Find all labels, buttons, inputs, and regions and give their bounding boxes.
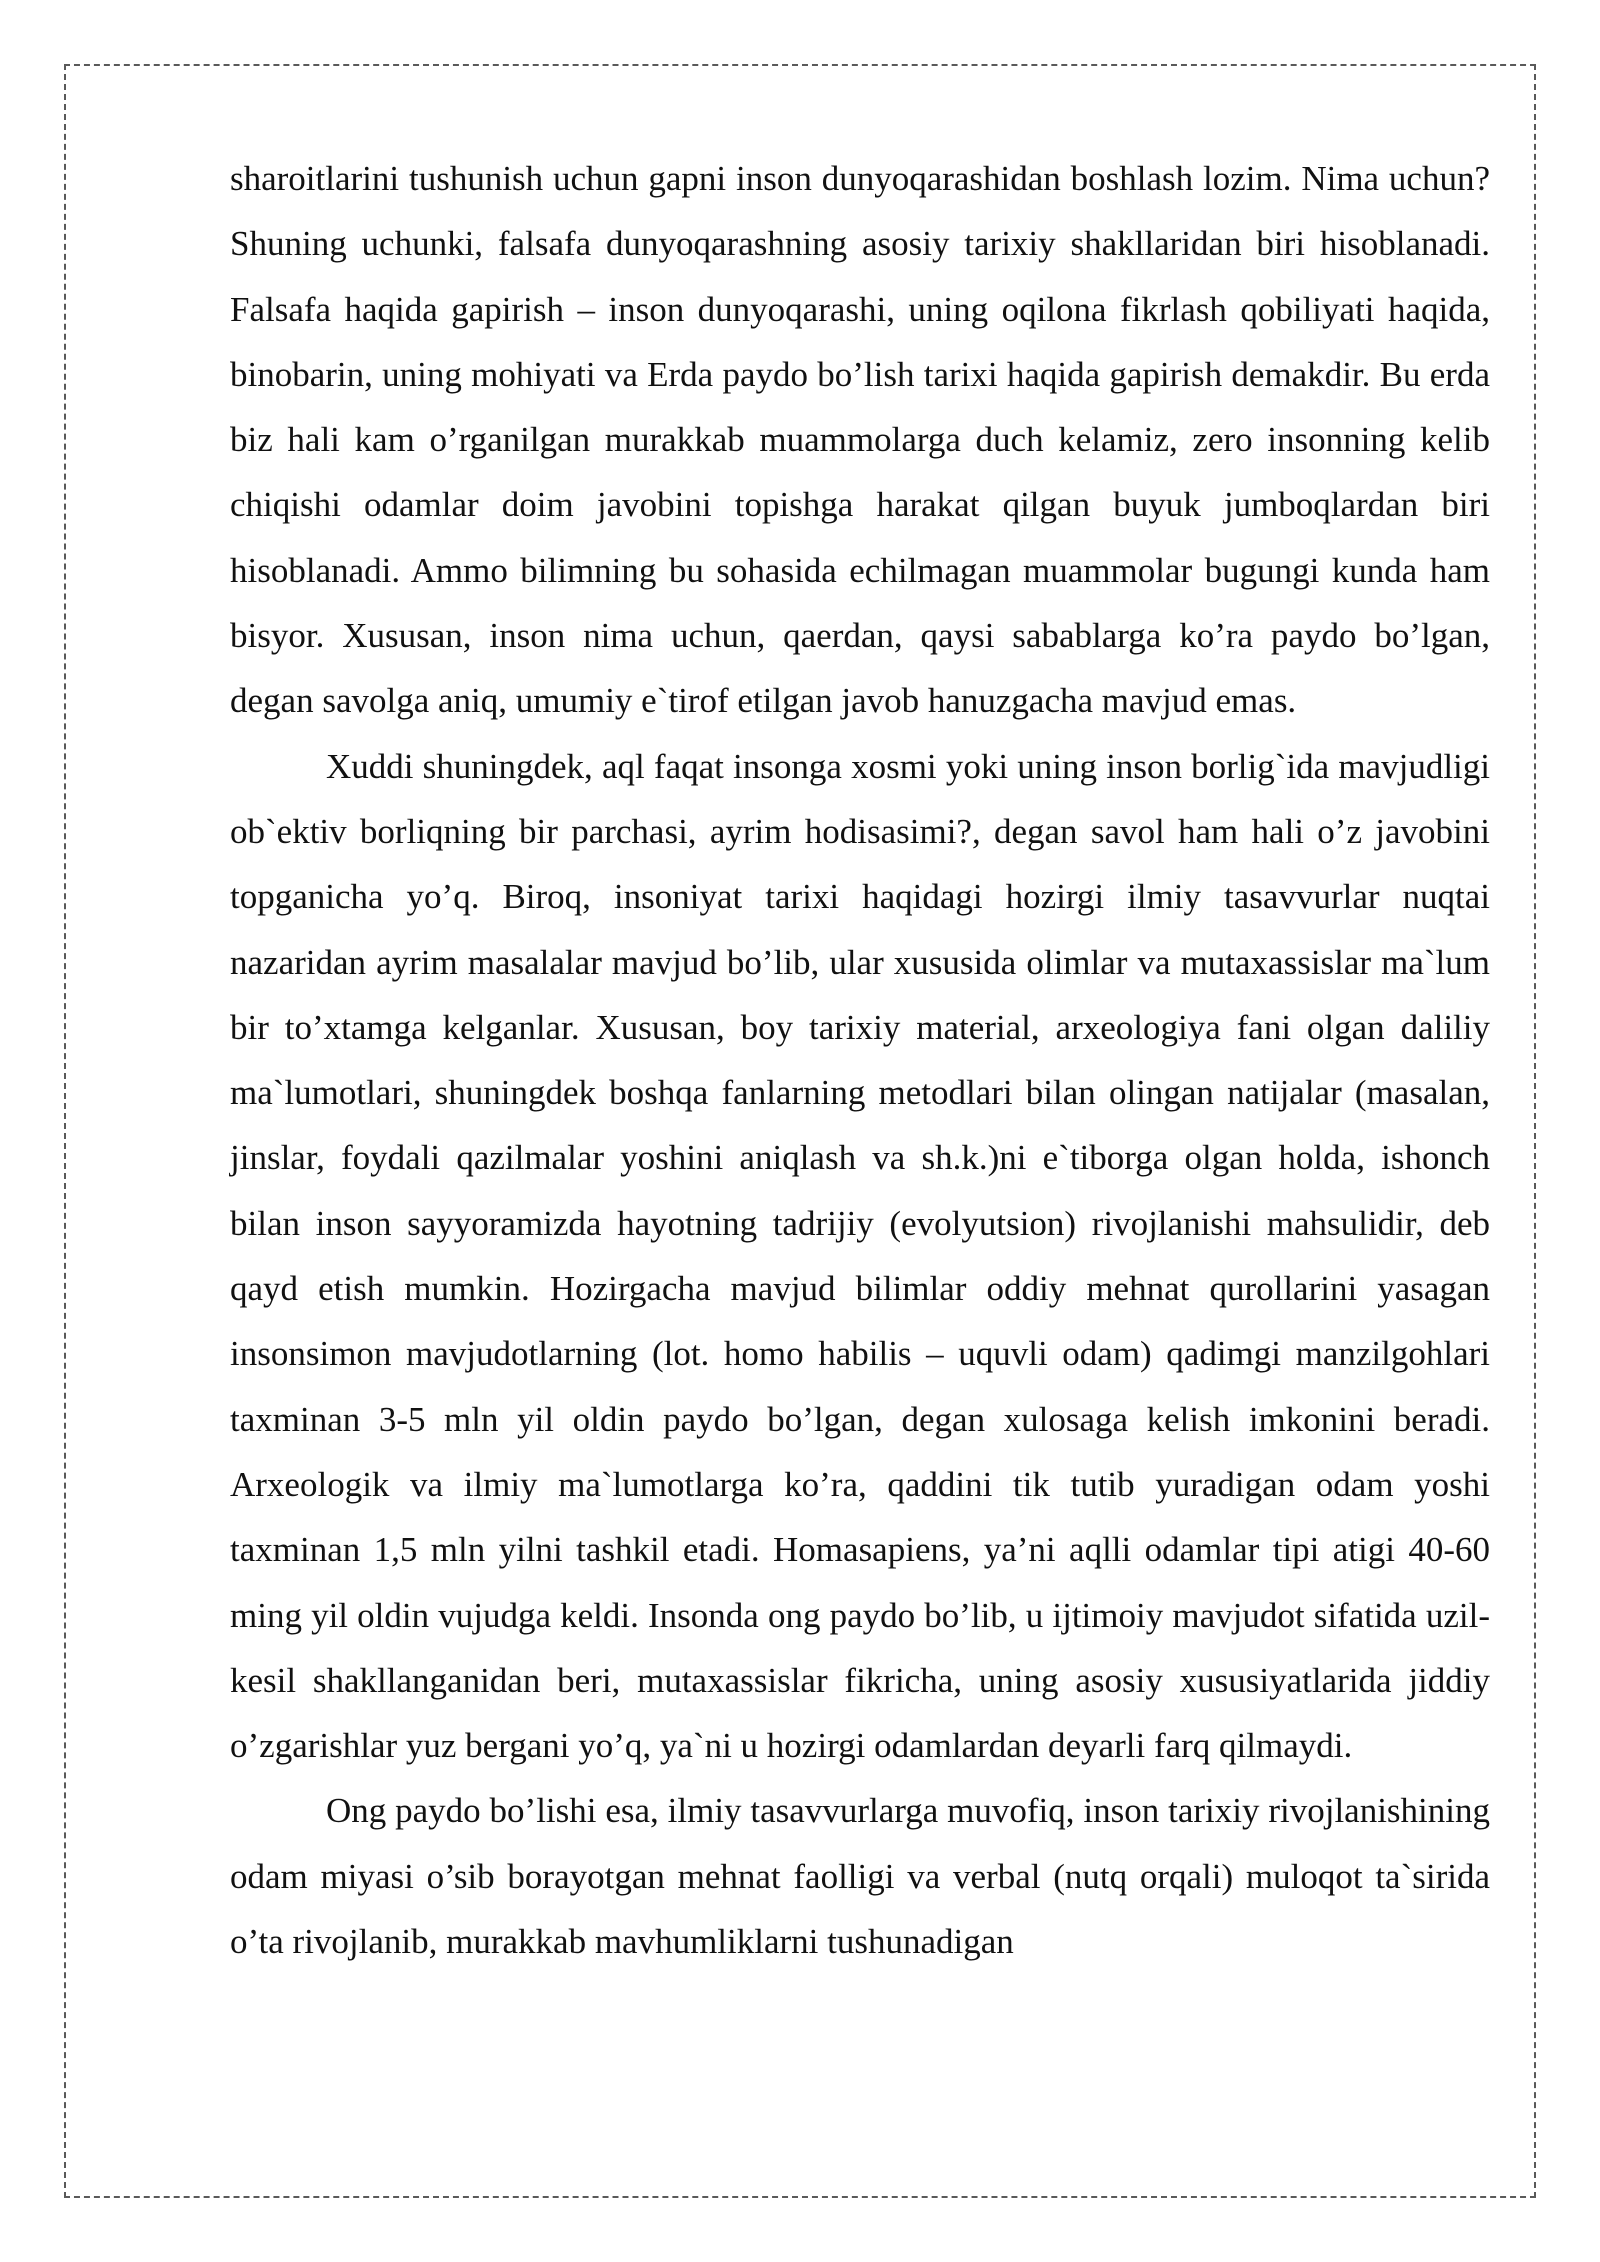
paragraph-reason-question: Xuddi shuningdek, aql faqat insonga xosmi yoki uning inson borlig`ida mavjudligi ob`ektiv borliqning bir parchasi, ayrim hodisasimi?, degan savol ham hali o’z javobini topganicha yo’q. Biroq, insoniyat tarixi haqidagi hozirgi ilmiy tasavvurlar nuqtai nazaridan ayrim masalalar mavjud bo’lib, ular xususida olimlar va mutaxassislar ma`lum bir to’xtamga kelganlar. Xususan, boy tarixiy material, arxeologiya fani olgan daliliy ma`lumotlari, shuningdek boshqa fanlarning metodlari bilan olingan natijalar (masalan, jinslar, foydali qazilmalar yoshini aniqlash va sh.k.)ni e`tiborga olgan holda, ishonch bilan inson sayyoramizda hayotning tadrijiy (evolyutsion) rivojlanishi mahsulidir, deb qayd etish mumkin. Hozirgacha mavjud bilimlar oddiy mehnat qurollarini yasagan insonsimon mavjudotlarning (lot. homo habilis – uquvli odam) qadimgi manzilgohlari taxminan 3-5 mln yil oldin paydo bo’lgan, degan xulosaga kelish imkonini beradi. Arxeologik va ilmiy ma`lumotlarga ko’ra, qaddini tik tutib yuradigan odam yoshi taxminan 1,5 mln yilni tashkil etadi. Homasapiens, ya’ni aqlli odamlar tipi atigi 40-60 ming yil oldin vujudga keldi. Insonda ong paydo bo’lib, u ijtimoiy mavjudot sifatida uzil-kesil shakllanganidan beri, mutaxassislar fikricha, uning asosiy xususiyatlarida jiddiy o’zgarishlar yuz bergani yo’q, ya`ni u hozirgi odamlardan deyarli farq qilmaydi. — [230, 746, 1490, 1766]
paragraph-consciousness-origin: Ong paydo bo’lishi esa, ilmiy tasavvurlarga muvofiq, inson tarixiy rivojlanishining odam miyasi o’sib borayotgan mehnat faolligi va verbal (nutq orqali) muloqot ta`sirida o’ta rivojlanib, murakkab mavhumliklarni tushunadigan — [230, 1791, 1490, 1962]
document-body-text — [230, 146, 1490, 1974]
paragraph-continued: sharoitlarini tushunish uchun gapni inson dunyoqarashidan boshlash lozim. Nima uchun? Shuning uchunki, falsafa dunyoqarashning asosiy tarixiy shakllaridan biri hisoblanadi. Falsafa haqida gapirish – inson dunyoqarashi, uning oqilona fikrlash qobiliyati haqida, binobarin, uning mohiyati va Erda paydo bo’lish tarixi haqida gapirish demakdir. Bu erda biz hali kam o’rganilgan murakkab muammolarga duch kelamiz, zero insonning kelib chiqishi odamlar doim javobini topishga harakat qilgan buyuk jumboqlardan biri hisoblanadi. Ammo bilimning bu sohasida echilmagan muammolar bugungi kunda ham bisyor. Xususan, inson nima uchun, qaerdan, qaysi sabablarga ko’ra paydo bo’lgan, degan savolga aniq, umumiy e`tirof etilgan javob hanuzgacha mavjud emas. — [230, 159, 1490, 721]
